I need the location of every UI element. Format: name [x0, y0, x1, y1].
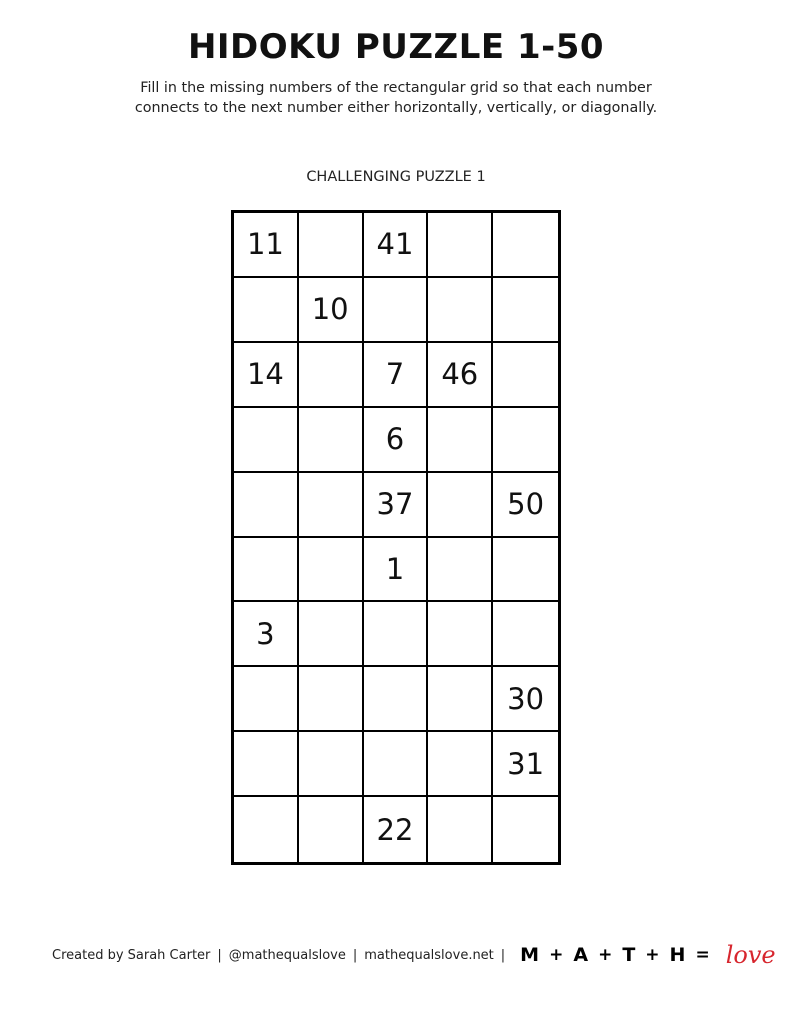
logo-letter-h: H [669, 944, 687, 966]
grid-cell-empty[interactable] [364, 278, 429, 343]
grid-cell-empty[interactable] [428, 732, 493, 797]
logo-love-script: love [725, 941, 776, 969]
grid-cell-empty[interactable] [299, 602, 364, 667]
logo-letter-a: A [573, 944, 590, 966]
grid-cell-empty[interactable] [299, 667, 364, 732]
grid-cell-given[interactable]: 22 [364, 797, 429, 862]
grid-cell-empty[interactable] [428, 473, 493, 538]
footer-separator: | [352, 947, 358, 963]
footer-separator: | [217, 947, 222, 963]
logo-plus: + [645, 945, 661, 965]
grid-cell-empty[interactable] [364, 602, 429, 667]
grid-cell-empty[interactable] [493, 602, 558, 667]
grid-cell-empty[interactable] [364, 667, 429, 732]
math-equals-love-logo [520, 941, 775, 969]
grid-cell-empty[interactable] [428, 602, 493, 667]
grid-cell-empty[interactable] [234, 408, 299, 473]
grid-cell-empty[interactable] [234, 732, 299, 797]
grid-cell-empty[interactable] [428, 278, 493, 343]
grid-cell-empty[interactable] [428, 408, 493, 473]
footer-separator: | [500, 947, 506, 963]
grid-cell-empty[interactable] [364, 732, 429, 797]
grid-cell-given[interactable]: 31 [493, 732, 558, 797]
footer [52, 940, 776, 970]
grid-cell-empty[interactable] [428, 538, 493, 603]
grid-cell-empty[interactable] [234, 538, 299, 603]
grid-cell-given[interactable]: 7 [364, 343, 429, 408]
grid-cell-empty[interactable] [299, 538, 364, 603]
instructions [96, 78, 696, 118]
grid-cell-given[interactable]: 41 [364, 213, 429, 278]
logo-letter-t: T [622, 944, 637, 966]
grid-cell-empty[interactable] [493, 797, 558, 862]
instructions-line-2: connects to the next number either horizontally, vertically, or diagonally. [134, 100, 658, 116]
grid-cell-given[interactable]: 1 [364, 538, 429, 603]
footer-website: mathequalslove.net [364, 947, 494, 963]
instructions-line-1: Fill in the missing numbers of the rectangular grid so that each number [140, 80, 652, 96]
hidoku-grid [231, 210, 561, 865]
grid-cell-given[interactable]: 30 [493, 667, 558, 732]
grid-cell-empty[interactable] [299, 732, 364, 797]
page-title: HIDOKU PUZZLE 1-50 [187, 27, 605, 67]
grid-cell-empty[interactable] [428, 213, 493, 278]
footer-handle: @mathequalslove [228, 947, 346, 963]
grid-cell-given[interactable]: 14 [234, 343, 299, 408]
grid-cell-empty[interactable] [234, 473, 299, 538]
grid-cell-empty[interactable] [299, 213, 364, 278]
logo-plus: + [549, 945, 565, 965]
logo-plus: + [598, 945, 614, 965]
grid-cell-given[interactable]: 3 [234, 602, 299, 667]
puzzle-subtitle: CHALLENGING PUZZLE 1 [306, 169, 486, 185]
grid-cell-given[interactable]: 11 [234, 213, 299, 278]
footer-credit: Created by Sarah Carter [52, 947, 211, 963]
grid-cell-empty[interactable] [234, 667, 299, 732]
grid-cell-given[interactable]: 10 [299, 278, 364, 343]
grid-cell-empty[interactable] [493, 408, 558, 473]
logo-equals: = [695, 945, 711, 965]
grid-cell-given[interactable]: 50 [493, 473, 558, 538]
grid-cell-given[interactable]: 37 [364, 473, 429, 538]
grid-cell-empty[interactable] [428, 797, 493, 862]
grid-cell-empty[interactable] [493, 278, 558, 343]
grid-cell-empty[interactable] [299, 797, 364, 862]
grid-cell-empty[interactable] [493, 538, 558, 603]
grid-cell-empty[interactable] [493, 343, 558, 408]
grid-cell-empty[interactable] [234, 278, 299, 343]
grid-cell-empty[interactable] [299, 473, 364, 538]
grid-cell-empty[interactable] [299, 343, 364, 408]
grid-cell-empty[interactable] [428, 667, 493, 732]
logo-letter-m: M [520, 944, 541, 966]
grid-cell-empty[interactable] [234, 797, 299, 862]
grid-cell-empty[interactable] [299, 408, 364, 473]
grid-cell-given[interactable]: 46 [428, 343, 493, 408]
grid-cell-given[interactable]: 6 [364, 408, 429, 473]
grid-cell-empty[interactable] [493, 213, 558, 278]
